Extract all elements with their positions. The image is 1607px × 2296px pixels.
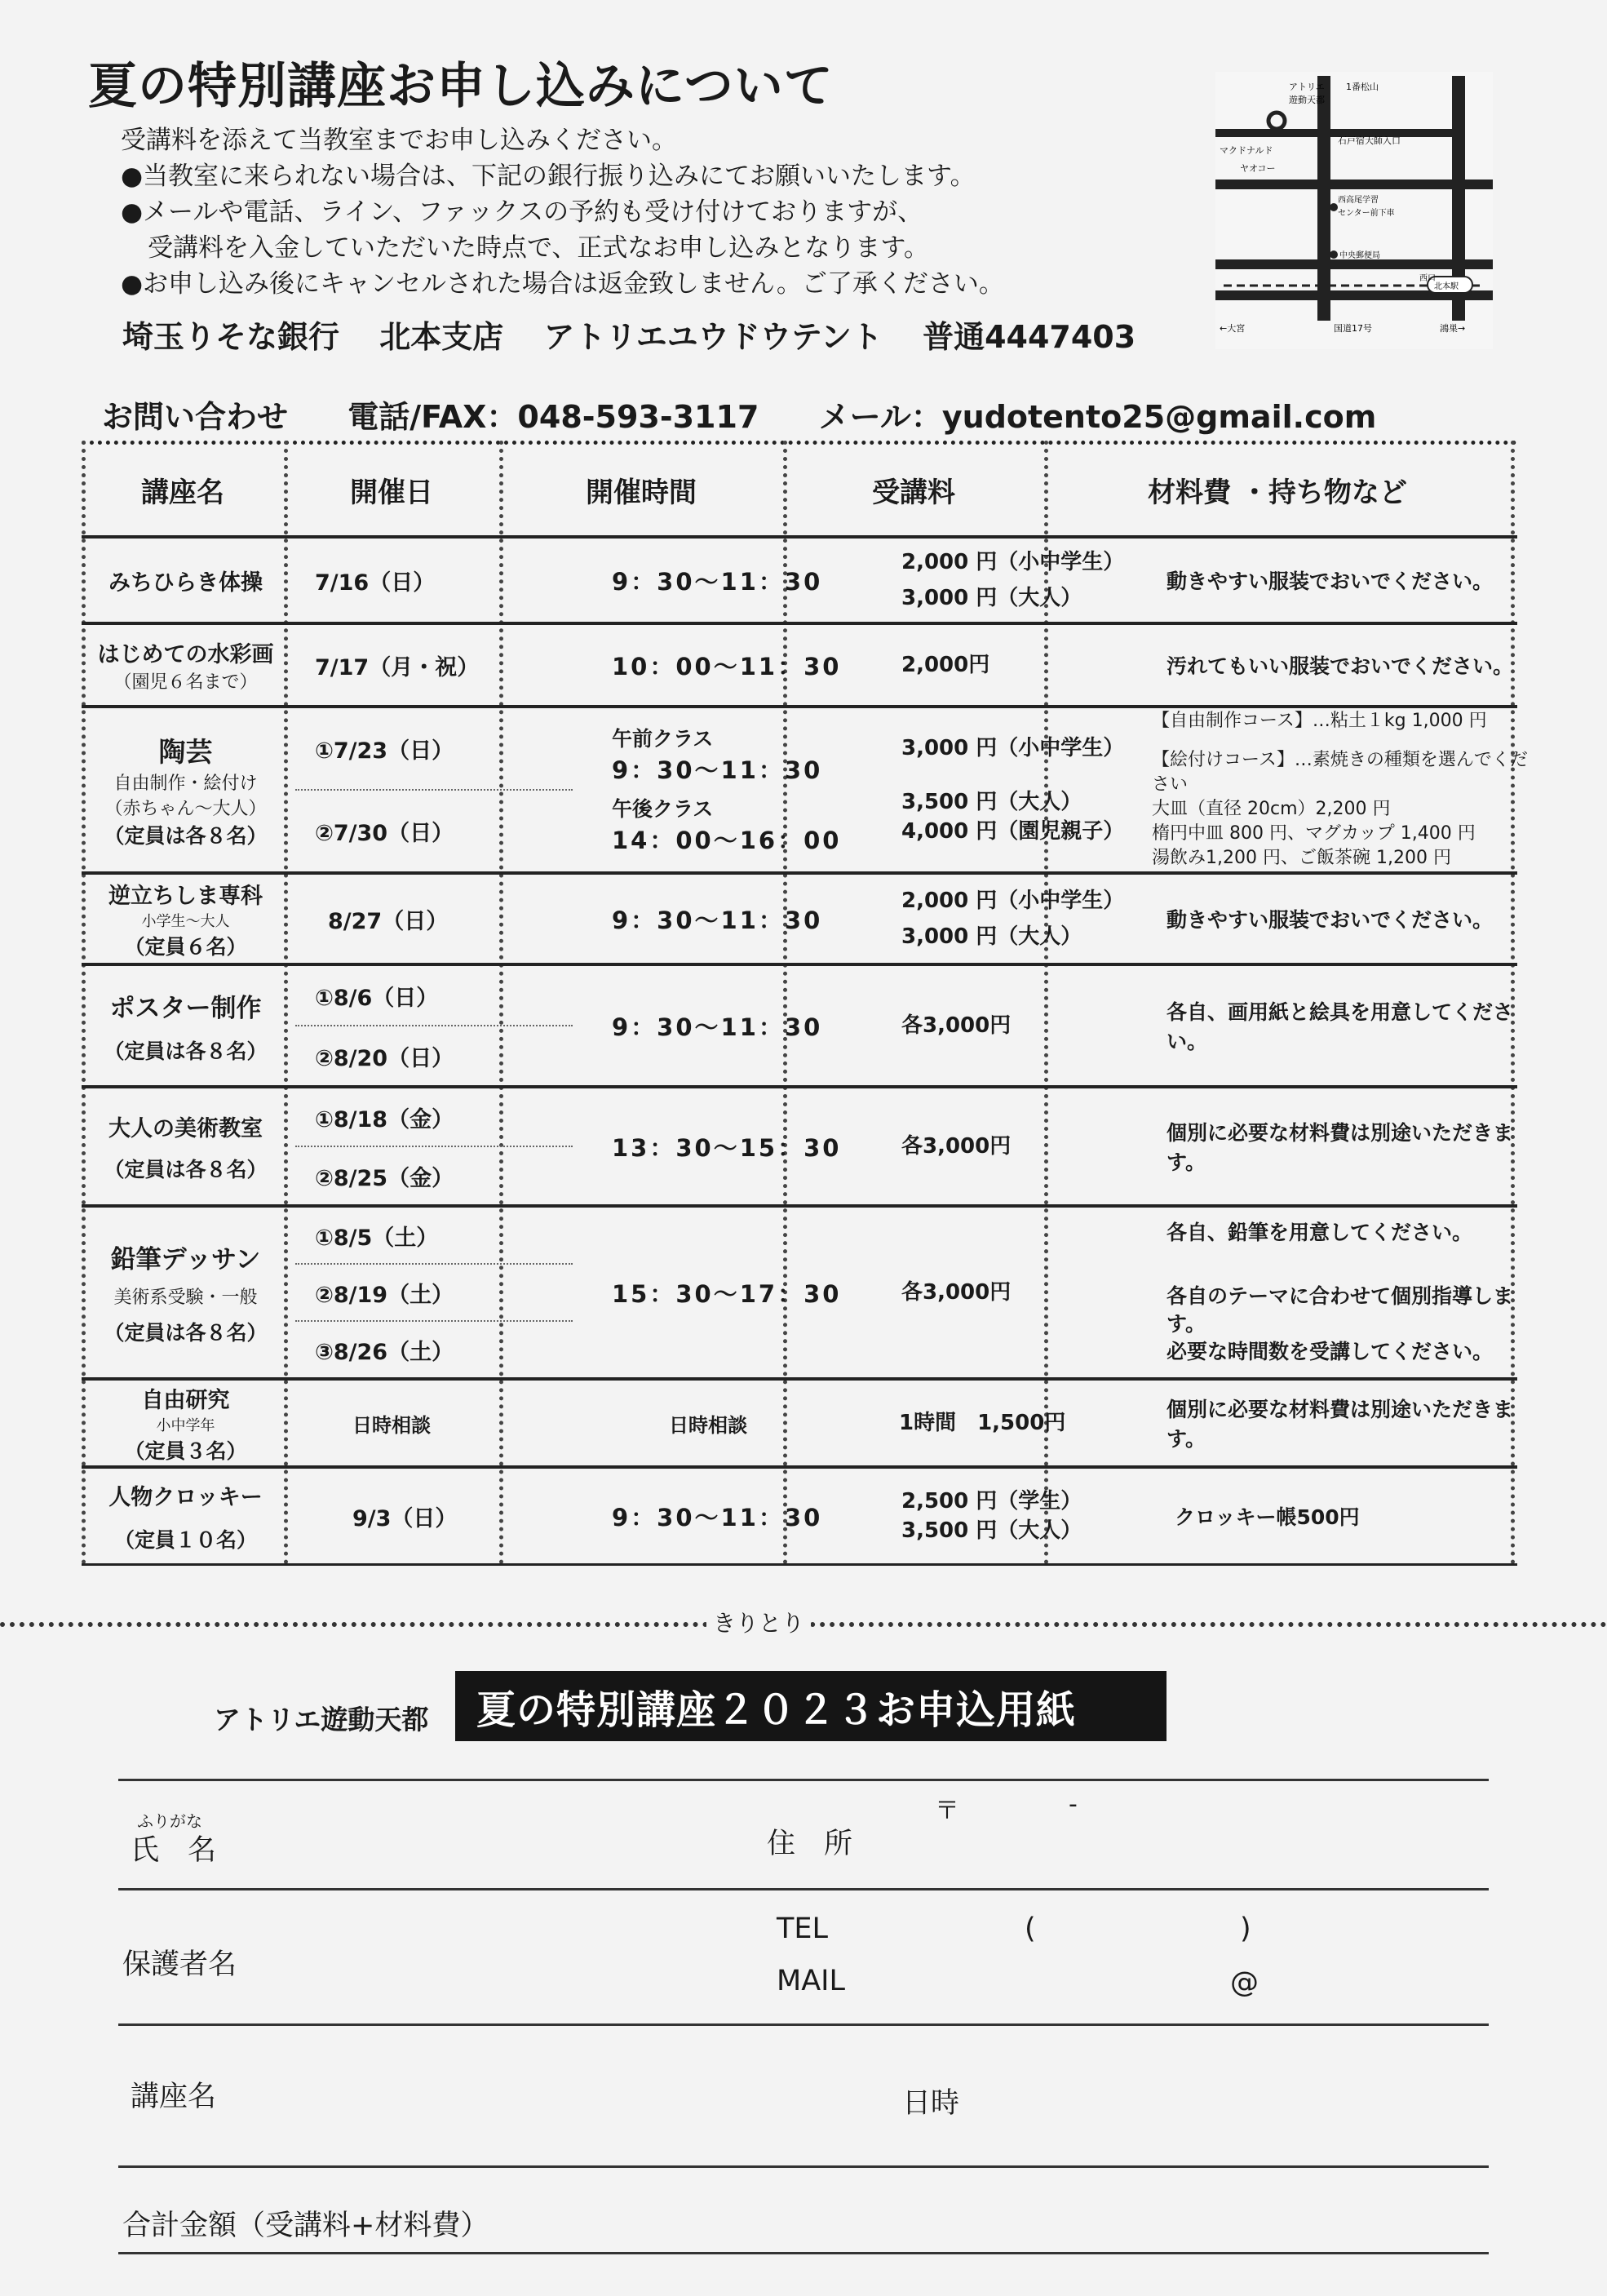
- course-time: 9：30～11：30: [612, 756, 823, 784]
- course-materials: 動きやすい服装でおいでください。: [1167, 908, 1494, 932]
- course-fee: 各3,000円: [901, 1280, 1012, 1305]
- course-name: 自由研究: [141, 1387, 230, 1413]
- name-label[interactable]: 氏 名: [131, 1834, 217, 1867]
- intro-text: [121, 122, 1004, 302]
- bank-info: [122, 312, 1165, 357]
- form-atelier-name: アトリエ遊動天都: [214, 1704, 429, 1735]
- page-title: 夏の特別講座お申し込みについて: [88, 58, 834, 115]
- course-materials: 個別に必要な材料費は別途いただきます。: [1167, 1398, 1514, 1451]
- course-time: 15：30～17：30: [612, 1279, 842, 1308]
- table-row: [82, 708, 1528, 871]
- bank-account: 普通4447403: [923, 319, 1136, 355]
- address-label[interactable]: 住 所: [767, 1828, 853, 1860]
- course-subtitle: （赤ちゃん～大人）: [104, 798, 267, 819]
- tel-label[interactable]: TEL: [777, 1913, 828, 1945]
- bank-branch: 北本支店: [379, 319, 504, 355]
- table-row: [82, 1469, 1517, 1563]
- course-time: 13：30～15：30: [612, 1133, 842, 1162]
- course-capacity: （定員３名）: [124, 1438, 247, 1463]
- map-label: マクドナルド: [1220, 145, 1273, 156]
- course-capacity: （定員は各８名）: [104, 1157, 268, 1181]
- access-map: [1215, 72, 1493, 349]
- course-date: ③8/26（土）: [315, 1339, 454, 1365]
- course-name: 陶芸: [158, 735, 213, 768]
- course-fee: 2,000 円（小中学生）: [901, 550, 1125, 574]
- map-label: 北本駅: [1434, 282, 1459, 291]
- table-row: [82, 966, 1517, 1085]
- course-fee: 3,000 円（大人）: [901, 924, 1082, 949]
- course-time: 9：30～11：30: [612, 1013, 823, 1041]
- course-date: ②8/20（日）: [315, 1045, 454, 1071]
- course-capacity: （定員は各８名）: [104, 1321, 268, 1345]
- course-materials: 各自、画用紙と絵具を用意してください。: [1167, 1000, 1514, 1053]
- course-date: 9/3（日）: [352, 1505, 458, 1531]
- course-materials: 【自由制作コース】…粘土１kg 1,000 円: [1152, 711, 1487, 731]
- intro-line: ●お申し込み後にキャンセルされた場合は返金致しません。ご了承ください。: [121, 269, 1004, 299]
- course-name: ポスター制作: [109, 993, 262, 1023]
- course-fee: 4,000 円（園児親子）: [901, 819, 1125, 844]
- map-label: 遊動天都: [1289, 95, 1325, 105]
- intro-line: 受講料を添えて当教室までお申し込みください。: [121, 126, 677, 155]
- header-fee: 受講料: [872, 476, 955, 509]
- course-fee: 3,000 円（小中学生）: [901, 736, 1125, 760]
- contact-mail: メール：yudotento25@gmail.com: [818, 399, 1377, 435]
- course-time: 10：00～11：30: [612, 652, 842, 680]
- map-label: 石戸宿大師入口: [1338, 135, 1401, 146]
- course-materials: 【絵付けコース】…素焼きの種類を選んでください: [1152, 750, 1528, 795]
- course-subtitle: 美術系受験・一般: [113, 1288, 258, 1308]
- course-time: 14：00～16：00: [612, 827, 842, 854]
- course-date: 日時相談: [352, 1413, 431, 1437]
- course-date: 7/16（日）: [315, 570, 436, 596]
- course-capacity: （園児６名まで）: [113, 672, 258, 693]
- course-materials: 動きやすい服装でおいでください。: [1167, 570, 1494, 593]
- course-time: 9：30～11：30: [612, 906, 823, 934]
- intro-line: ●当教室に来られない場合は、下記の銀行振り込みにてお願いいたします。: [121, 162, 976, 191]
- course-time: 9：30～11：30: [612, 567, 823, 596]
- postal-dash: -: [1069, 1790, 1078, 1819]
- guardian-label[interactable]: 保護者名: [122, 1948, 237, 1981]
- course-materials: 汚れてもいい服装でおいでください。: [1167, 654, 1514, 678]
- course-materials: 必要な時間数を受講してください。: [1167, 1340, 1494, 1363]
- cut-label: きりとり: [706, 1606, 811, 1638]
- course-date: ②8/25（金）: [315, 1165, 454, 1191]
- table-row: [82, 1208, 1517, 1377]
- course-fee: 3,000 円（大人）: [901, 586, 1082, 610]
- course-name: 人物クロッキー: [108, 1484, 263, 1510]
- intro-line: ●メールや電話、ライン、ファックスの予約も受け付けておりますが、: [121, 197, 923, 227]
- table-row: [82, 1381, 1517, 1465]
- course-name: はじめての水彩画: [97, 642, 274, 667]
- course-materials: クロッキー帳500円: [1175, 1505, 1360, 1529]
- table-row: [82, 625, 1517, 705]
- map-label: ヤオコー: [1240, 163, 1276, 174]
- contact-phone: 電話/FAX：048-593-3117: [348, 399, 759, 435]
- course-date: 8/27（日）: [328, 908, 449, 934]
- table-row: [82, 875, 1517, 963]
- course-materials: 各自、鉛筆を用意してください。: [1167, 1221, 1473, 1244]
- course-capacity: （定員６名）: [124, 934, 247, 959]
- map-label: 1番松山: [1346, 82, 1379, 92]
- course-fee: 2,500 円（学生）: [901, 1489, 1082, 1514]
- header-course: 講座名: [141, 476, 224, 509]
- map-label: 鴻巣→: [1440, 323, 1466, 334]
- at-mark: @: [1230, 1966, 1259, 1999]
- course-name-label[interactable]: 講座名: [131, 2081, 217, 2113]
- course-date: ①7/23（日）: [295, 708, 573, 791]
- table-row: [82, 539, 1517, 622]
- course-materials: 大皿（直径 20cm）2,200 円: [1152, 799, 1391, 819]
- course-table: [82, 441, 1528, 1567]
- intro-line: 受講料を入金していただいた時点で、正式なお申し込みとなります。: [148, 233, 929, 263]
- form-title: 夏の特別講座２０２３お申込用紙: [455, 1671, 1167, 1741]
- course-date: ②8/19（土）: [295, 1265, 573, 1322]
- time-am-label: 午前クラス: [612, 727, 714, 751]
- tel-close-paren: ): [1240, 1913, 1251, 1945]
- course-date: ①8/18（金）: [295, 1088, 573, 1147]
- table-header: [82, 441, 1517, 539]
- map-label: アトリエ: [1289, 82, 1325, 92]
- course-fee: 2,000円: [901, 653, 990, 677]
- course-fee: 3,500 円（大人）: [901, 790, 1082, 814]
- total-amount-label[interactable]: 合計金額（受講料+材料費）: [122, 2210, 489, 2242]
- course-fee: 2,000 円（小中学生）: [901, 889, 1125, 913]
- course-materials: 湯飲み1,200 円、ご飯茶碗 1,200 円: [1152, 848, 1451, 868]
- header-time: 開催時間: [586, 476, 697, 509]
- course-name: 鉛筆デッサン: [110, 1245, 261, 1274]
- course-time: 9：30～11：30: [612, 1503, 823, 1531]
- course-time: 日時相談: [669, 1413, 747, 1437]
- course-name: 大人の美術教室: [108, 1115, 263, 1141]
- bank-holder: アトリエユウドウテント: [543, 319, 883, 355]
- course-fee: 3,500 円（大人）: [901, 1518, 1082, 1543]
- course-materials: 各自のテーマに合わせて個別指導します。: [1167, 1284, 1514, 1336]
- header-date: 開催日: [350, 476, 433, 509]
- course-subtitle: 小中学年: [156, 1416, 215, 1434]
- course-name: 逆立ちしま専科: [108, 883, 263, 909]
- course-fee: 各3,000円: [901, 1134, 1012, 1159]
- course-subtitle: 小学生～大人: [141, 912, 230, 930]
- datetime-label[interactable]: 日時: [902, 2087, 960, 2120]
- course-capacity: （定員１０名）: [113, 1527, 257, 1552]
- time-pm-label: 午後クラス: [612, 797, 714, 821]
- postal-mark: 〒: [935, 1797, 959, 1825]
- contact-info: [102, 392, 1425, 437]
- course-materials: 楕円中皿 800 円、マグカップ 1,400 円: [1152, 823, 1476, 844]
- course-name: みちひらき体操: [108, 570, 263, 596]
- map-label: 西口: [1419, 274, 1436, 283]
- course-date: ②7/30（日）: [315, 821, 454, 846]
- course-capacity: （定員は各８名）: [104, 1039, 268, 1063]
- course-date: ①8/5（土）: [295, 1208, 573, 1265]
- header-materials: 材料費 ・持ち物など: [1148, 476, 1407, 509]
- map-label: センター前下車: [1338, 209, 1395, 218]
- table-row: [82, 1088, 1517, 1204]
- course-capacity: （定員は各８名）: [104, 823, 268, 848]
- course-fee: 各3,000円: [901, 1013, 1012, 1038]
- mail-label[interactable]: MAIL: [777, 1965, 845, 1997]
- course-date: 7/17（月・祝）: [315, 654, 480, 680]
- map-label: 中央郵便局: [1339, 251, 1380, 260]
- tel-open-paren: (: [1025, 1913, 1036, 1945]
- map-label: 西高尾学習: [1338, 196, 1379, 205]
- contact-label: お問い合わせ: [102, 399, 289, 435]
- course-materials: 個別に必要な材料費は別途いただきます。: [1167, 1121, 1514, 1174]
- map-label: ←大宮: [1220, 323, 1246, 334]
- course-fee: 1時間 1,500円: [899, 1411, 1066, 1435]
- course-subtitle: 自由制作・絵付け: [113, 773, 258, 794]
- course-date: ①8/6（日）: [295, 966, 573, 1026]
- map-label: 国道17号: [1334, 323, 1372, 334]
- furigana-label: ふりがな: [137, 1811, 202, 1831]
- bank-name: 埼玉りそな銀行: [122, 319, 340, 355]
